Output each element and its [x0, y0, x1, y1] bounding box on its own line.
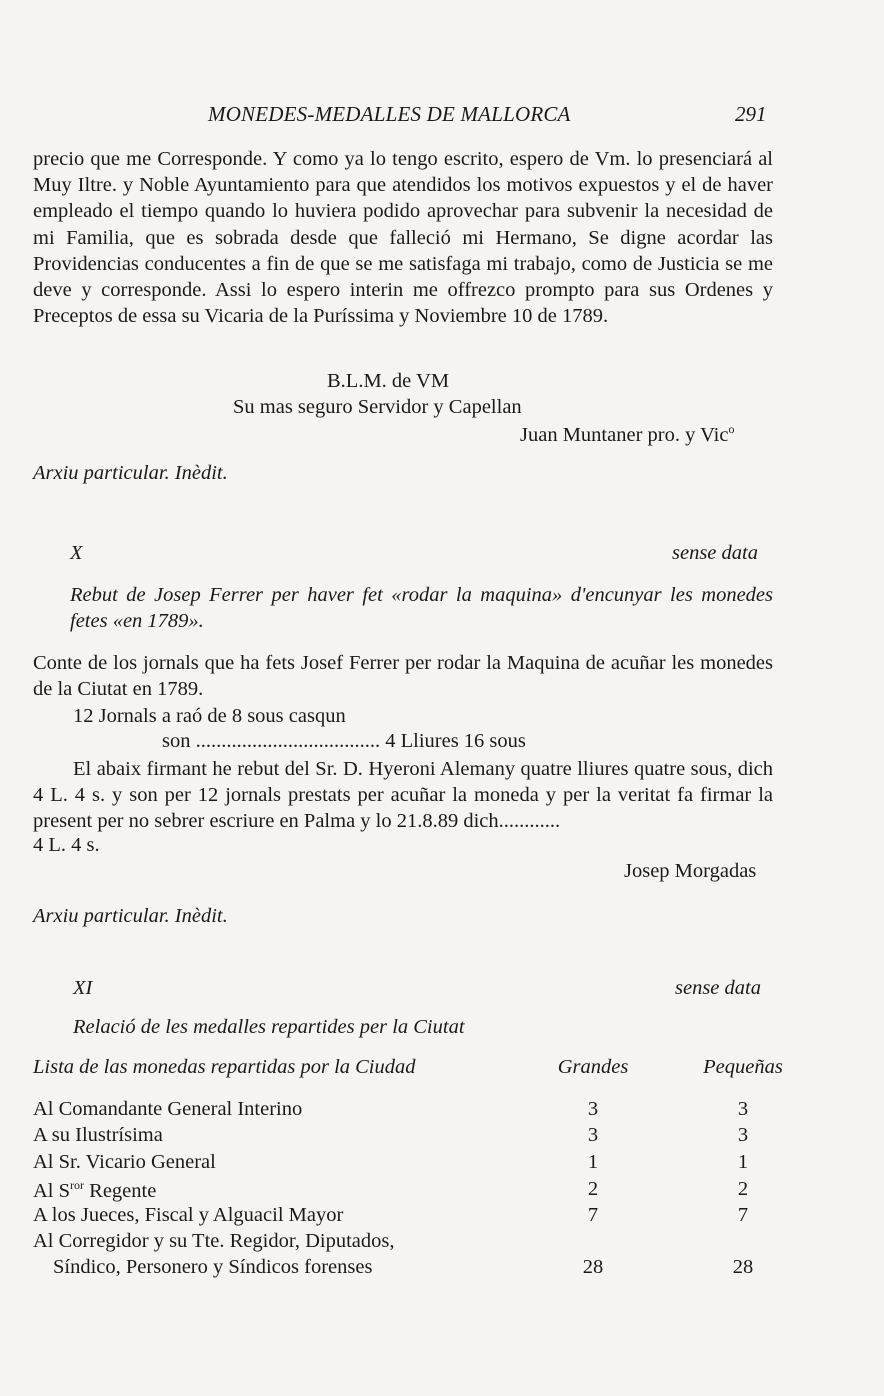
- row-pequenas: 28: [732, 1256, 754, 1278]
- section-x-amount: 4 L. 4 s.: [33, 834, 100, 856]
- table-row: [33, 1178, 773, 1204]
- table-row: [33, 1151, 773, 1177]
- row-grandes: 2: [587, 1178, 599, 1200]
- page-number: 291: [735, 102, 767, 126]
- letter-source: Arxiu particular. Inèdit.: [33, 462, 228, 484]
- table-header-grandes: Grandes: [557, 1056, 629, 1078]
- table-header-pequenas: Pequeñas: [703, 1056, 783, 1078]
- section-x-summary: Rebut de Josep Ferrer per haver fet «rodar la maquina» d'encunyar les monedes fetes «en 1789».: [70, 584, 773, 633]
- row-label: Al Corregidor y su Tte. Regidor, Diputados,: [33, 1230, 395, 1252]
- row-label: A su Ilustrísima: [33, 1124, 163, 1146]
- row-pequenas: 3: [737, 1098, 749, 1120]
- row-label: Al Sr. Vicario General: [33, 1151, 216, 1173]
- table-header-list: Lista de las monedas repartidas por la Ciudad: [33, 1056, 416, 1078]
- table-row: [33, 1098, 773, 1124]
- section-x-date: sense data: [672, 542, 758, 564]
- section-x-jornals-line: 12 Jornals a raó de 8 sous casqun: [73, 705, 346, 727]
- row-label: Síndico, Personero y Síndicos forenses: [53, 1256, 373, 1278]
- running-header: [0, 102, 884, 132]
- table-row: [33, 1256, 773, 1282]
- row-grandes: 3: [587, 1124, 599, 1146]
- row-pequenas: 1: [737, 1151, 749, 1173]
- row-pequenas: 2: [737, 1178, 749, 1200]
- row-grandes: 3: [587, 1098, 599, 1120]
- section-x-source: Arxiu particular. Inèdit.: [33, 905, 228, 927]
- section-x-body-1: Conte de los jornals que ha fets Josef Ferrer per rodar la Maquina de acuñar les monedes de la Ciutat en 1789.: [33, 652, 773, 701]
- row-grandes: 1: [587, 1151, 599, 1173]
- letter-signature: Juan Muntaner pro. y Vic$^o$: [520, 422, 735, 446]
- table-header: [33, 1056, 783, 1082]
- row-label: A los Jueces, Fiscal y Alguacil Mayor: [33, 1204, 344, 1226]
- table-row: [33, 1230, 773, 1256]
- letter-body: precio que me Corresponde. Y como ya lo tengo escrito, espero de Vm. lo presenciará al Muy Iltre. y Noble Ayuntamiento para que atendidos los motivos expuestos y el de haver empleado el tiempo quando lo huviera podido aprovechar para subvenir la necesidad de mi Familia, que es sobrada desde que falleció mi Hermano, Se digne acordar las Providencias conducentes a fin de que se me satisfaga mi trabajo, como de Justicia se me deve y corresponde. Assi lo espero interin me offrezco prompto para sus Ordenes y Preceptos de essa su Vicaria de la Puríssima y Noviembre 10 de 1789.: [33, 148, 773, 328]
- row-pequenas: 3: [737, 1124, 749, 1146]
- section-x-total-line: son .................................... 4 Lliures 16 sous: [162, 730, 526, 752]
- letter-closing-servidor: Su mas seguro Servidor y Capellan: [233, 396, 522, 418]
- row-label: Al $S^{ror}$ Regente: [33, 1178, 157, 1202]
- row-pequenas: 7: [737, 1204, 749, 1226]
- section-xi-date: sense data: [675, 977, 761, 999]
- row-grandes: 28: [582, 1256, 604, 1278]
- section-x-body-2: El abaix firmant he rebut del Sr. D. Hyeroni Alemany quatre lliures quatre sous, dich 4 L. 4 s. y son per 12 jornals prestats per acuñar la moneda y per la veritat fa firmar la present per no sebrer escriure en Palma y lo 21.8.89 dich............: [33, 758, 773, 833]
- table-row: [33, 1124, 773, 1150]
- letter-closing-blm: B.L.M. de VM: [327, 370, 450, 392]
- row-grandes: 7: [587, 1204, 599, 1226]
- section-xi-number: XI: [73, 977, 93, 999]
- table-row: [33, 1204, 773, 1230]
- running-title: MONEDES-MEDALLES DE MALLORCA: [208, 102, 571, 126]
- section-xi-summary: Relació de les medalles repartides per la Ciutat: [73, 1016, 465, 1038]
- section-x-number: X: [70, 542, 83, 564]
- section-x-signature: Josep Morgadas: [624, 860, 757, 882]
- row-label: Al Comandante General Interino: [33, 1098, 303, 1120]
